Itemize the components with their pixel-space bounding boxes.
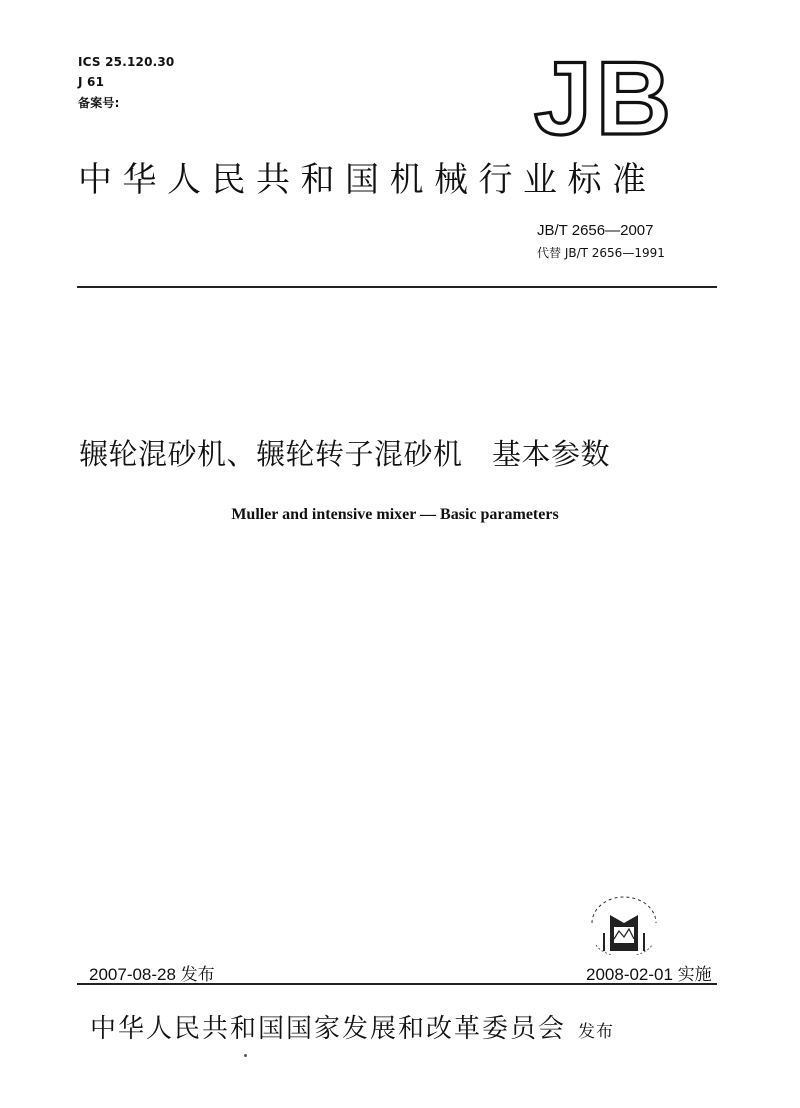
implementation-date: 2008-02-01 实施 [586, 965, 712, 984]
footer-divider [77, 983, 717, 985]
ccs-code: J 61 [78, 75, 105, 89]
issuing-authority [90, 1008, 614, 1045]
issue-date: 2007-08-28 发布 [89, 965, 215, 984]
publisher-seal [584, 893, 664, 955]
issuer-suffix: 发布 [578, 1022, 615, 1042]
jb-logo-text: JB [534, 50, 675, 145]
document-title-en: Muller and intensive mixer — Basic parameters [231, 506, 559, 523]
ics-code: ICS 25.120.30 [78, 55, 175, 69]
scan-speck [244, 1054, 247, 1057]
replaces-standard: 代替 JB/T 2656—1991 [537, 246, 665, 260]
filing-number-label: 备案号: [78, 96, 120, 110]
jb-logo [528, 50, 678, 145]
header-divider [77, 286, 717, 288]
org-title: 中华人民共和国机械行业标准 [78, 160, 657, 200]
issuer-name: 中华人民共和国国家发展和改革委员会 [90, 1014, 567, 1044]
standard-number: JB/T 2656—2007 [537, 222, 654, 239]
document-title-cn: 辗轮混砂机、辗轮转子混砂机 基本参数 [79, 437, 611, 471]
